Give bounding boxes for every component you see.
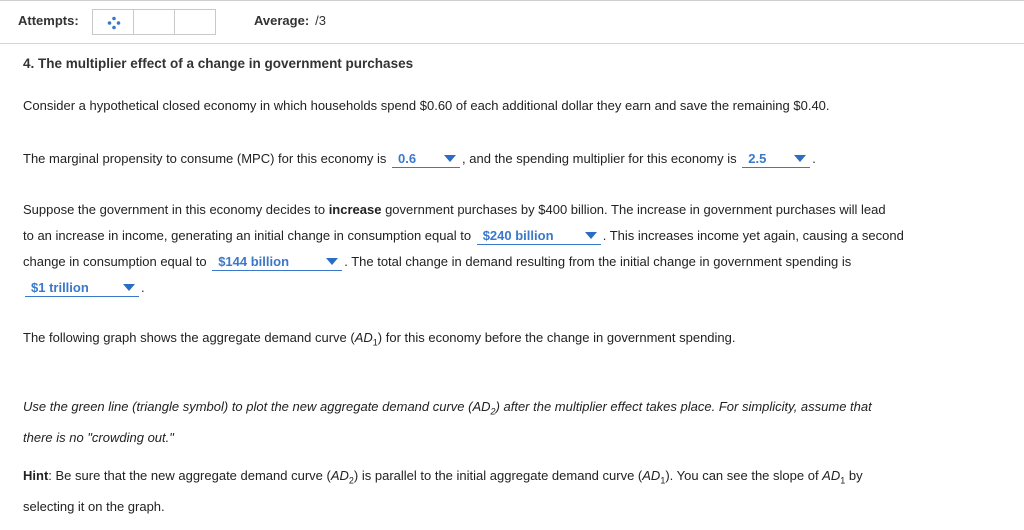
mpc-dropdown[interactable]: 0.6 (392, 150, 460, 168)
attempt-box-3 (174, 9, 216, 35)
para2-line1: Suppose the government in this economy decides to increase government purchases by $400 billion. The increase in government purchases will lead (23, 202, 886, 217)
para2-line4: $1 trillion . (23, 279, 145, 297)
attempt-box-2 (133, 9, 175, 35)
mpc-sentence: The marginal propensity to consume (MPC) for this economy is 0.6 , and the spending multiplier for this economy is 2.5 . (23, 151, 816, 166)
total-change-dropdown[interactable]: $1 trillion (25, 279, 139, 297)
average-label: Average: /3 (254, 13, 326, 28)
consumption2-dropdown[interactable]: $144 billion (212, 253, 342, 271)
graph-description: The following graph shows the aggregate demand curve $(AD_1)$ for this economy before the change in government spending. (23, 330, 736, 348)
intro-text: Consider a hypothetical closed economy in which households spend $0.60 of each additional dollar they earn and save the remaining $0.40. (23, 98, 830, 113)
triangle-down-icon (794, 155, 806, 162)
instructions-line2: there is no "crowding out." (23, 430, 174, 445)
hint-line2: selecting it on the graph. (23, 499, 165, 514)
triangle-down-icon (585, 232, 597, 239)
question-title: 4. The multiplier effect of a change in government purchases (23, 56, 414, 71)
hint-label: Hint (23, 468, 49, 483)
triangle-down-icon (123, 284, 135, 291)
para2-line2: to an increase in income, generating an initial change in consumption equal to $240 billion . This increases income yet again, causing a second (23, 228, 904, 243)
consumption1-dropdown[interactable]: $240 billion (477, 227, 601, 245)
multiplier-dropdown[interactable]: 2.5 (742, 150, 810, 168)
diamond-dots-icon (107, 16, 121, 30)
triangle-down-icon (444, 155, 456, 162)
triangle-down-icon (326, 258, 338, 265)
header-bar (0, 0, 1024, 44)
para2-line3: change in consumption equal to $144 billion . The total change in demand resulting from the initial change in government spending is (23, 254, 852, 269)
hint-line1: Hint: Be sure that the new aggregate demand curve $(AD_2)$ is parallel to the initial aggregate demand curve $(AD_1)$. You can see the slope of $AD_1$ by (23, 468, 863, 486)
instructions-line1: Use the green line (triangle symbol) to plot the new aggregate demand curve $(AD_2)$ after the multiplier effect takes place. For simplicity, assume that (23, 399, 872, 417)
attempt-box-1[interactable] (92, 9, 134, 35)
attempts-label: Attempts: (18, 13, 79, 28)
attempt-boxes (92, 9, 215, 35)
average-value: /3 (315, 13, 326, 28)
